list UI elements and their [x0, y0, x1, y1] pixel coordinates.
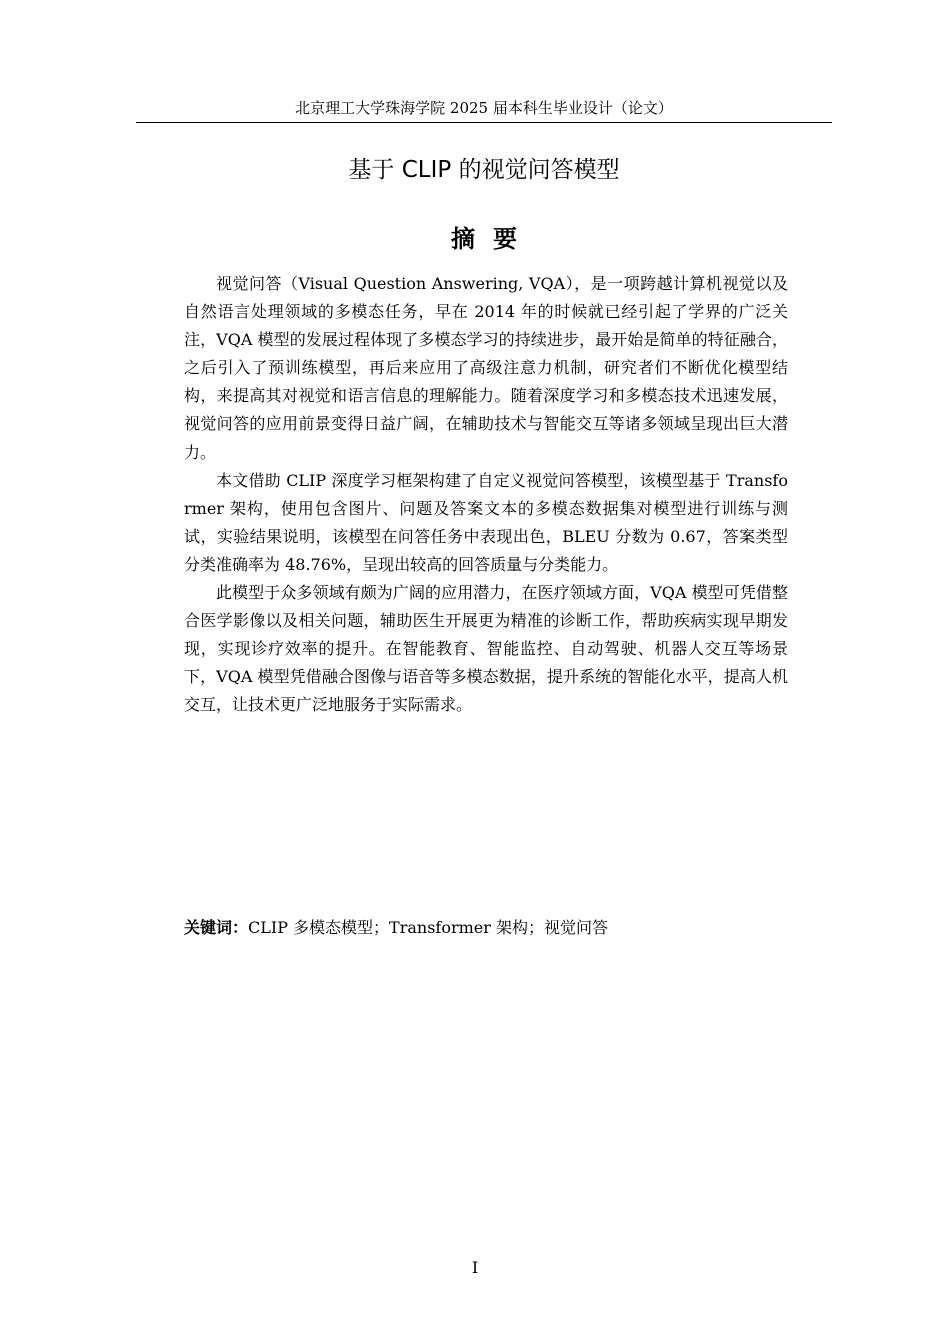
header-rule	[136, 122, 832, 123]
running-header: 北京理工大学珠海学院 2025 届本科生毕业设计（论文）	[295, 99, 673, 117]
keywords-line	[184, 914, 788, 942]
keywords-label: 关键词：	[184, 918, 249, 937]
abstract-paragraph-2: 本文借助 CLIP 深度学习框架构建了自定义视觉问答模型，该模型基于 Transformer 架构，使用包含图片、问题及答案文本的多模态数据集对模型进行训练与测试，实验结果说明，该模型在问答任务中表现出色，BLEU 分数为 0.67，答案类型分类准确率为 48.76%，呈现出较高的回答质量与分类能力。	[184, 470, 788, 574]
abstract-body	[184, 270, 788, 720]
keywords-text: CLIP 多模态模型；Transformer 架构；视觉问答	[248, 918, 609, 937]
page-number: I	[471, 1258, 479, 1277]
abstract-heading: 摘要	[451, 225, 535, 253]
thesis-title: 基于 CLIP 的视觉问答模型	[348, 157, 620, 183]
abstract-paragraph-1: 视觉问答（Visual Question Answering, VQA），是一项跨越计算机视觉以及自然语言处理领域的多模态任务，早在 2014 年的时候就已经引起了学界的广泛关注，VQA 模型的发展过程体现了多模态学习的持续进步，最开始是简单的特征融合，之后引入了预训练模型，再后来应用了高级注意力机制，研究者们不断优化模型结构，来提高其对视觉和语言信息的理解能力。随着深度学习和多模态技术迅速发展，视觉问答的应用前景变得日益广阔，在辅助技术与智能交互等诸多领域呈现出巨大潜力。	[184, 274, 788, 462]
abstract-paragraph-3: 此模型于众多领域有颇为广阔的应用潜力，在医疗领域方面，VQA 模型可凭借整合医学影像以及相关问题，辅助医生开展更为精准的诊断工作，帮助疾病实现早期发现，实现诊疗效率的提升。在智能教育、智能监控、自动驾驶、机器人交互等场景下，VQA 模型凭借融合图像与语音等多模态数据，提升系统的智能化水平，提高人机交互，让技术更广泛地服务于实际需求。	[184, 583, 788, 715]
